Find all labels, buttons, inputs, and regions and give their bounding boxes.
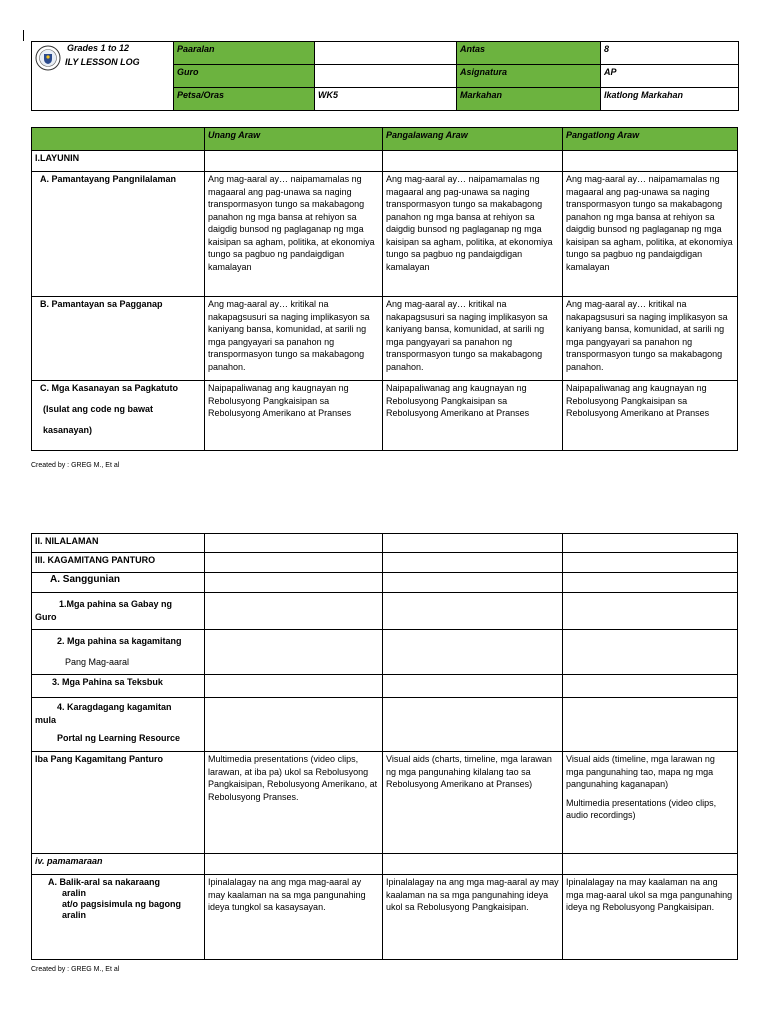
asignatura-label: Asignatura — [457, 65, 601, 88]
kagamitang-mag-aaral-label-2: Pang Mag-aaral — [65, 657, 130, 667]
guro-label: Guro — [174, 65, 315, 88]
pamantayan-pagganap-day1[interactable]: Ang mag-aaral ay… kritikal na nakapagsusuri sa naging implikasyon sa kaniyang bansa, komunidad, at sarili ng mga pangyayari sa panahon ng transpormasyon tungo sa makabagong panahon. — [205, 297, 383, 381]
kasanayan-day2[interactable]: Naipapaliwanag ang kaugnayan ng Rebolusyong Pangkaisipan sa Rebolusyong Amerikano at Pranses — [383, 381, 563, 451]
pamantayang-pangnilalaman-day1[interactable]: Ang mag-aaral ay… naipamamalas ng magaaral ang pag-unawa sa naging transpormasyon tungo sa makabagong panahon ng mga bansa at rehiyon sa daigdig bunsod ng paglaganap ng mga kaisipan sa agham, politika, at ekonomiya tungo sa pagbuo ng pandaigdigan kamalayan — [205, 172, 383, 297]
objectives-table — [31, 127, 738, 451]
iba-pang-kagamitan-day3: Visual aids (timeline, mga larawan ng mga pangunahing tao, mapa ng mga pangunahing kaganapan) — [566, 754, 715, 789]
day1-header: Unang Araw — [205, 128, 383, 151]
teksbuk-label: 3. Mga Pahina sa Teksbuk — [32, 675, 205, 698]
pamamaraan-heading: iv. pamamaraan — [32, 854, 205, 875]
pamamaraan-day3[interactable] — [563, 854, 738, 875]
balik-aral-day3[interactable]: Ipinalalagay na may kaalaman na ang mga mag-aaral ukol sa mga pangunahing ideya ng Rebolusyong Pangkaisipan. — [563, 875, 738, 960]
nilalaman-day3[interactable] — [563, 534, 738, 553]
iba-pang-kagamitan-label: Iba Pang Kagamitang Panturo — [32, 752, 205, 854]
corner-cell — [32, 128, 205, 151]
nilalaman-day1[interactable] — [205, 534, 383, 553]
layunin-day1[interactable] — [205, 151, 383, 172]
karagdagang-kagamitan-label: 4. Karagdagang kagamitan — [57, 702, 172, 712]
pamantayang-pangnilalaman-label: A. Pamantayang Pangnilalaman — [32, 172, 205, 297]
antas-label: Antas — [457, 42, 601, 65]
karagdagang-kagamitan-cell — [32, 698, 205, 752]
karagdagang-kagamitan-label-3: Portal ng Learning Resource — [57, 733, 181, 743]
gabay-guro-label: 1.Mga pahina sa Gabay ng — [59, 599, 173, 609]
gabay-guro-day2[interactable] — [383, 593, 563, 630]
header-table — [31, 41, 739, 111]
gabay-guro-day1[interactable] — [205, 593, 383, 630]
iba-pang-kagamitan-day2[interactable]: Visual aids (charts, timeline, mga larawan ng mga pangunahing kilalang tao sa Rebolusyong Amerikano at Pranses) — [383, 752, 563, 854]
kagamitan-day2[interactable] — [383, 553, 563, 573]
markahan-value[interactable]: Ikatlong Markahan — [601, 88, 739, 111]
kagamitan-heading: III. KAGAMITANG PANTURO — [32, 553, 205, 573]
balik-aral-day2[interactable]: Ipinalalagay na ang mga mag-aaral ay may kaalaman na sa mga pangunahing ideya ukol sa Rebolusyong Pangkaisipan. — [383, 875, 563, 960]
balik-aral-day1[interactable]: Ipinalalagay na ang mga mag-aaral ay may kaalaman na sa mga pangunahing ideya tungkol sa kasaysayan. — [205, 875, 383, 960]
deped-seal-icon — [35, 45, 61, 71]
sanggunian-day3[interactable] — [563, 573, 738, 593]
kasanayan-label: C. Mga Kasanayan sa Pagkatuto — [40, 383, 179, 393]
petsa-value[interactable]: WK5 — [315, 88, 457, 111]
nilalaman-heading: II. NILALAMAN — [32, 534, 205, 553]
layunin-day3[interactable] — [563, 151, 738, 172]
lesson-log-title: ILY LESSON LOG — [65, 57, 140, 67]
pamantayang-pangnilalaman-day3[interactable]: Ang mag-aaral ay… naipamamalas ng magaaral ang pag-unawa sa naging transpormasyon tungo sa makabagong panahon ng mga bansa at rehiyon sa daigdig bunsod ng paglaganap ng mga kaisipan sa agham, politika, at ekonomiya tungo sa pagbuo ng pandaigdigan kamalayan — [563, 172, 738, 297]
karagdagang-kagamitan-day2[interactable] — [383, 698, 563, 752]
pamantayan-pagganap-day2[interactable]: Ang mag-aaral ay… kritikal na nakapagsusuri sa naging implikasyon sa kaniyang bansa, komunidad, at sarili ng mga pangyayari sa panahon ng transpormasyon tungo sa makabagong panahon. — [383, 297, 563, 381]
iba-pang-kagamitan-day1[interactable]: Multimedia presentations (video clips, larawan, at iba pa) ukol sa Rebolusyong Pangkaisipan, Rebolusyong Amerikano, at Rebolusyong Pranses. — [205, 752, 383, 854]
petsa-label: Petsa/Oras — [174, 88, 315, 111]
text-cursor — [23, 30, 24, 41]
karagdagang-kagamitan-label-2: mula — [35, 714, 57, 725]
balik-aral-label: A. Balik-aral sa nakaraang — [48, 877, 161, 887]
balik-aral-label-2: aralin — [62, 888, 87, 898]
day2-header: Pangalawang Araw — [383, 128, 563, 151]
kagamitang-mag-aaral-cell — [32, 630, 205, 675]
sanggunian-day2[interactable] — [383, 573, 563, 593]
kasanayan-sub1: (Isulat ang code ng bawat — [43, 404, 154, 414]
balik-aral-label-3: at/o pagsisimula ng bagong — [62, 899, 182, 909]
credit-text-1: Created by : GREG M., Et al — [31, 462, 120, 469]
pamantayan-pagganap-day3[interactable]: Ang mag-aaral ay… kritikal na nakapagsusuri sa naging implikasyon sa kaniyang bansa, komunidad, at sarili ng mga pangyayari sa panahon ng transpormasyon tungo sa makabagong panahon. — [563, 297, 738, 381]
grades-label: Grades 1 to 12 — [67, 43, 130, 53]
sanggunian-day1[interactable] — [205, 573, 383, 593]
sanggunian-heading: A. Sanggunian — [32, 573, 205, 593]
layunin-heading: I.LAYUNIN — [32, 151, 205, 172]
karagdagang-kagamitan-day3[interactable] — [563, 698, 738, 752]
nilalaman-day2[interactable] — [383, 534, 563, 553]
markahan-label: Markahan — [457, 88, 601, 111]
credit-text-2: Created by : GREG M., Et al — [31, 966, 120, 973]
teksbuk-day1[interactable] — [205, 675, 383, 698]
guro-value[interactable] — [315, 65, 457, 88]
asignatura-value[interactable]: AP — [601, 65, 739, 88]
kagamitang-mag-aaral-label: 2. Mga pahina sa kagamitang — [57, 636, 182, 646]
karagdagang-kagamitan-day1[interactable] — [205, 698, 383, 752]
kagamitang-mag-aaral-day3[interactable] — [563, 630, 738, 675]
layunin-day2[interactable] — [383, 151, 563, 172]
kagamitang-mag-aaral-day1[interactable] — [205, 630, 383, 675]
header-logo-cell — [32, 42, 174, 111]
balik-aral-cell — [32, 875, 205, 960]
paaralan-value[interactable] — [315, 42, 457, 65]
pamamaraan-day1[interactable] — [205, 854, 383, 875]
day3-header: Pangatlong Araw — [563, 128, 738, 151]
gabay-guro-day3[interactable] — [563, 593, 738, 630]
kagamitan-day1[interactable] — [205, 553, 383, 573]
kagamitan-day3[interactable] — [563, 553, 738, 573]
gabay-guro-label-2: Guro — [35, 611, 57, 622]
kasanayan-sub2: kasanayan) — [43, 425, 93, 435]
teksbuk-day2[interactable] — [383, 675, 563, 698]
content-table — [31, 533, 738, 960]
gabay-guro-cell — [32, 593, 205, 630]
paaralan-label: Paaralan — [174, 42, 315, 65]
teksbuk-day3[interactable] — [563, 675, 738, 698]
pamamaraan-day2[interactable] — [383, 854, 563, 875]
pamantayang-pangnilalaman-day2[interactable]: Ang mag-aaral ay… naipamamalas ng magaaral ang pag-unawa sa naging transpormasyon tungo sa makabagong panahon ng mga bansa at rehiyon sa daigdig bunsod ng paglaganap ng mga kaisipan sa agham, politika, at ekonomiya tungo sa pagbuo ng pandaigdigan kamalayan — [383, 172, 563, 297]
pamantayan-pagganap-label: B. Pamantayan sa Pagganap — [32, 297, 205, 381]
kasanayan-day3[interactable]: Naipapaliwanag ang kaugnayan ng Rebolusyong Pangkaisipan sa Rebolusyong Amerikano at Pranses — [563, 381, 738, 451]
antas-value[interactable]: 8 — [601, 42, 739, 65]
iba-pang-kagamitan-day3-cell[interactable] — [563, 752, 738, 854]
kasanayan-day1[interactable]: Naipapaliwanag ang kaugnayan ng Rebolusyong Pangkaisipan sa Rebolusyong Amerikano at Pranses — [205, 381, 383, 451]
kasanayan-label-cell — [32, 381, 205, 451]
kagamitang-mag-aaral-day2[interactable] — [383, 630, 563, 675]
balik-aral-label-4: aralin — [62, 910, 87, 920]
iba-pang-kagamitan-day3-extra: Multimedia presentations (video clips, audio recordings) — [566, 797, 717, 820]
